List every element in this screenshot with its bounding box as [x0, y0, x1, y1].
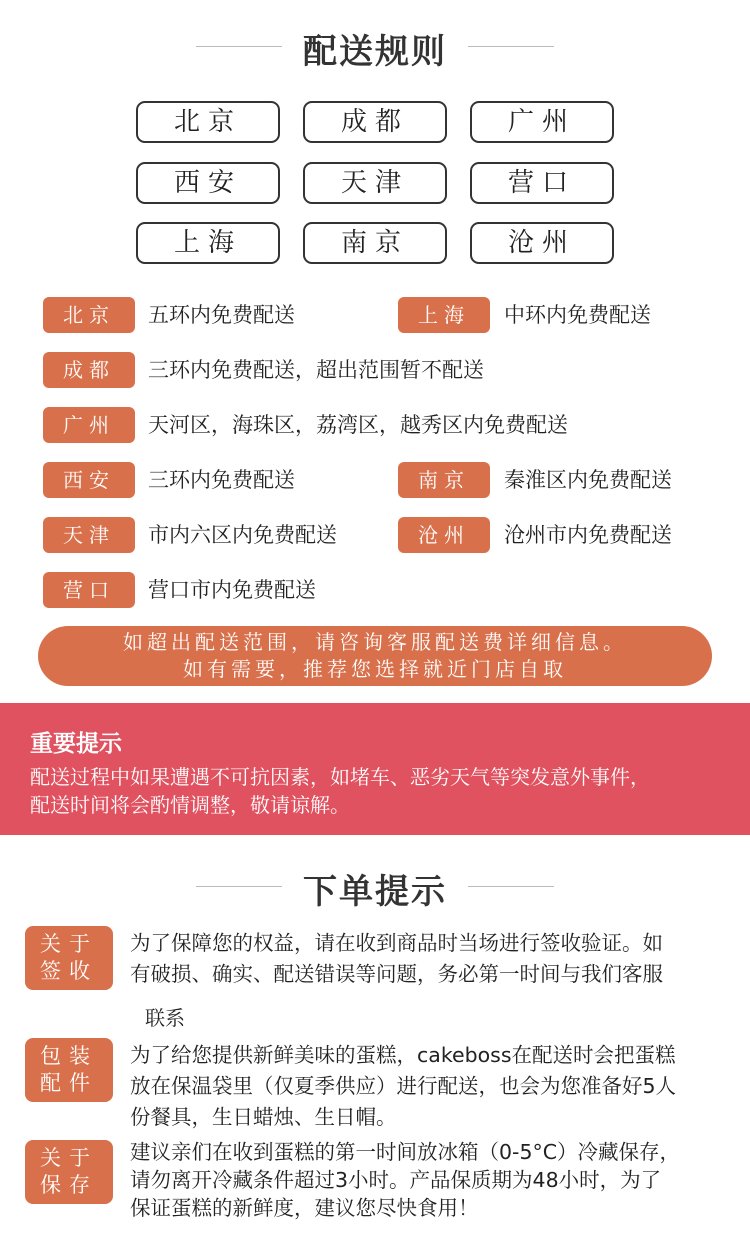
order-packaging-line2: 放在保温袋里（仅夏季供应）进行配送，也会为您准备好5人 — [130, 1074, 677, 1098]
city-box-shanghai[interactable]: 上海 — [136, 222, 280, 264]
important-title: 重要提示 — [30, 731, 122, 757]
order-storage-line1: 建议亲们在收到蛋糕的第一时间放冰箱（0-5°C）冷藏保存， — [130, 1140, 681, 1164]
notice-line-1: 如超出配送范围，请咨询客服配送费详细信息。 — [123, 630, 627, 654]
rule-tag-nanjing: 南京 — [398, 462, 490, 498]
notice-line-2: 如有需要，推荐您选择就近门店自取 — [183, 657, 567, 681]
important-line-2: 配送时间将会酌情调整，敬请谅解。 — [30, 793, 350, 817]
rule-text-xian: 三环内免费配送 — [148, 468, 295, 492]
rule-tag-yingkou: 营口 — [43, 572, 135, 608]
important-body — [30, 763, 742, 819]
order-tag-receipt-line2: 签收 — [40, 959, 98, 983]
important-notice — [0, 703, 750, 835]
rule-tag-shanghai: 上海 — [398, 297, 490, 333]
city-box-guangzhou[interactable]: 广州 — [470, 101, 614, 143]
rule-tag-beijing: 北京 — [43, 297, 135, 333]
delivery-notice — [38, 626, 712, 686]
rule-text-guangzhou: 天河区，海珠区，荔湾区，越秀区内免费配送 — [148, 413, 568, 437]
rule-tag-guangzhou: 广州 — [43, 407, 135, 443]
rule-text-tianjin: 市内六区内免费配送 — [148, 523, 337, 547]
important-line-1: 配送过程中如果遭遇不可抗因素，如堵车、恶劣天气等突发意外事件， — [30, 765, 650, 789]
rule-text-nanjing: 秦淮区内免费配送 — [504, 468, 672, 492]
rule-tag-cangzhou: 沧州 — [398, 517, 490, 553]
order-text-receipt — [130, 928, 730, 990]
rule-tag-chengdu: 成都 — [43, 352, 135, 388]
order-tag-storage-line2: 保存 — [40, 1173, 98, 1197]
order-storage-line3: 保证蛋糕的新鲜度，建议您尽快食用！ — [130, 1196, 479, 1220]
order-tag-storage-line1: 关于 — [40, 1146, 98, 1170]
order-tag-receipt — [25, 926, 113, 990]
order-receipt-extra: 联系 — [145, 1006, 185, 1030]
order-tag-receipt-line1: 关于 — [40, 932, 98, 956]
rule-text-chengdu: 三环内免费配送，超出范围暂不配送 — [148, 358, 484, 382]
order-text-storage — [130, 1138, 730, 1222]
order-receipt-line2: 有破损、确实、配送错误等问题，务必第一时间与我们客服 — [130, 962, 663, 986]
order-tag-packaging-line1: 包装 — [40, 1044, 98, 1068]
order-packaging-line3: 份餐具，生日蜡烛、生日帽。 — [130, 1105, 397, 1129]
rule-tag-xian: 西安 — [43, 462, 135, 498]
order-storage-line2: 请勿离开冷藏条件超过3小时。产品保质期为48小时，为了 — [130, 1168, 662, 1192]
order-tag-packaging-line2: 配件 — [40, 1071, 98, 1095]
city-box-xian[interactable]: 西安 — [136, 162, 280, 204]
delivery-title: 配送规则 — [303, 32, 447, 72]
rule-text-beijing: 五环内免费配送 — [148, 303, 295, 327]
rule-tag-tianjin: 天津 — [43, 517, 135, 553]
city-box-cangzhou[interactable]: 沧州 — [470, 222, 614, 264]
order-title: 下单提示 — [303, 872, 447, 912]
order-text-packaging — [130, 1040, 730, 1133]
order-packaging-line1: 为了给您提供新鲜美味的蛋糕，cakeboss在配送时会把蛋糕 — [130, 1043, 676, 1067]
city-box-yingkou[interactable]: 营口 — [470, 162, 614, 204]
rule-text-cangzhou: 沧州市内免费配送 — [504, 523, 672, 547]
rule-text-shanghai: 中环内免费配送 — [504, 303, 651, 327]
city-box-tianjin[interactable]: 天津 — [303, 162, 447, 204]
order-receipt-line1: 为了保障您的权益，请在收到商品时当场进行签收验证。如 — [130, 931, 663, 955]
order-tag-packaging — [25, 1038, 113, 1102]
city-box-nanjing[interactable]: 南京 — [303, 222, 447, 264]
city-box-beijing[interactable]: 北京 — [136, 101, 280, 143]
order-divider-right — [468, 886, 554, 887]
city-box-chengdu[interactable]: 成都 — [303, 101, 447, 143]
rule-text-yingkou: 营口市内免费配送 — [148, 578, 316, 602]
order-tag-storage — [25, 1140, 113, 1204]
title-divider-right — [468, 46, 554, 47]
